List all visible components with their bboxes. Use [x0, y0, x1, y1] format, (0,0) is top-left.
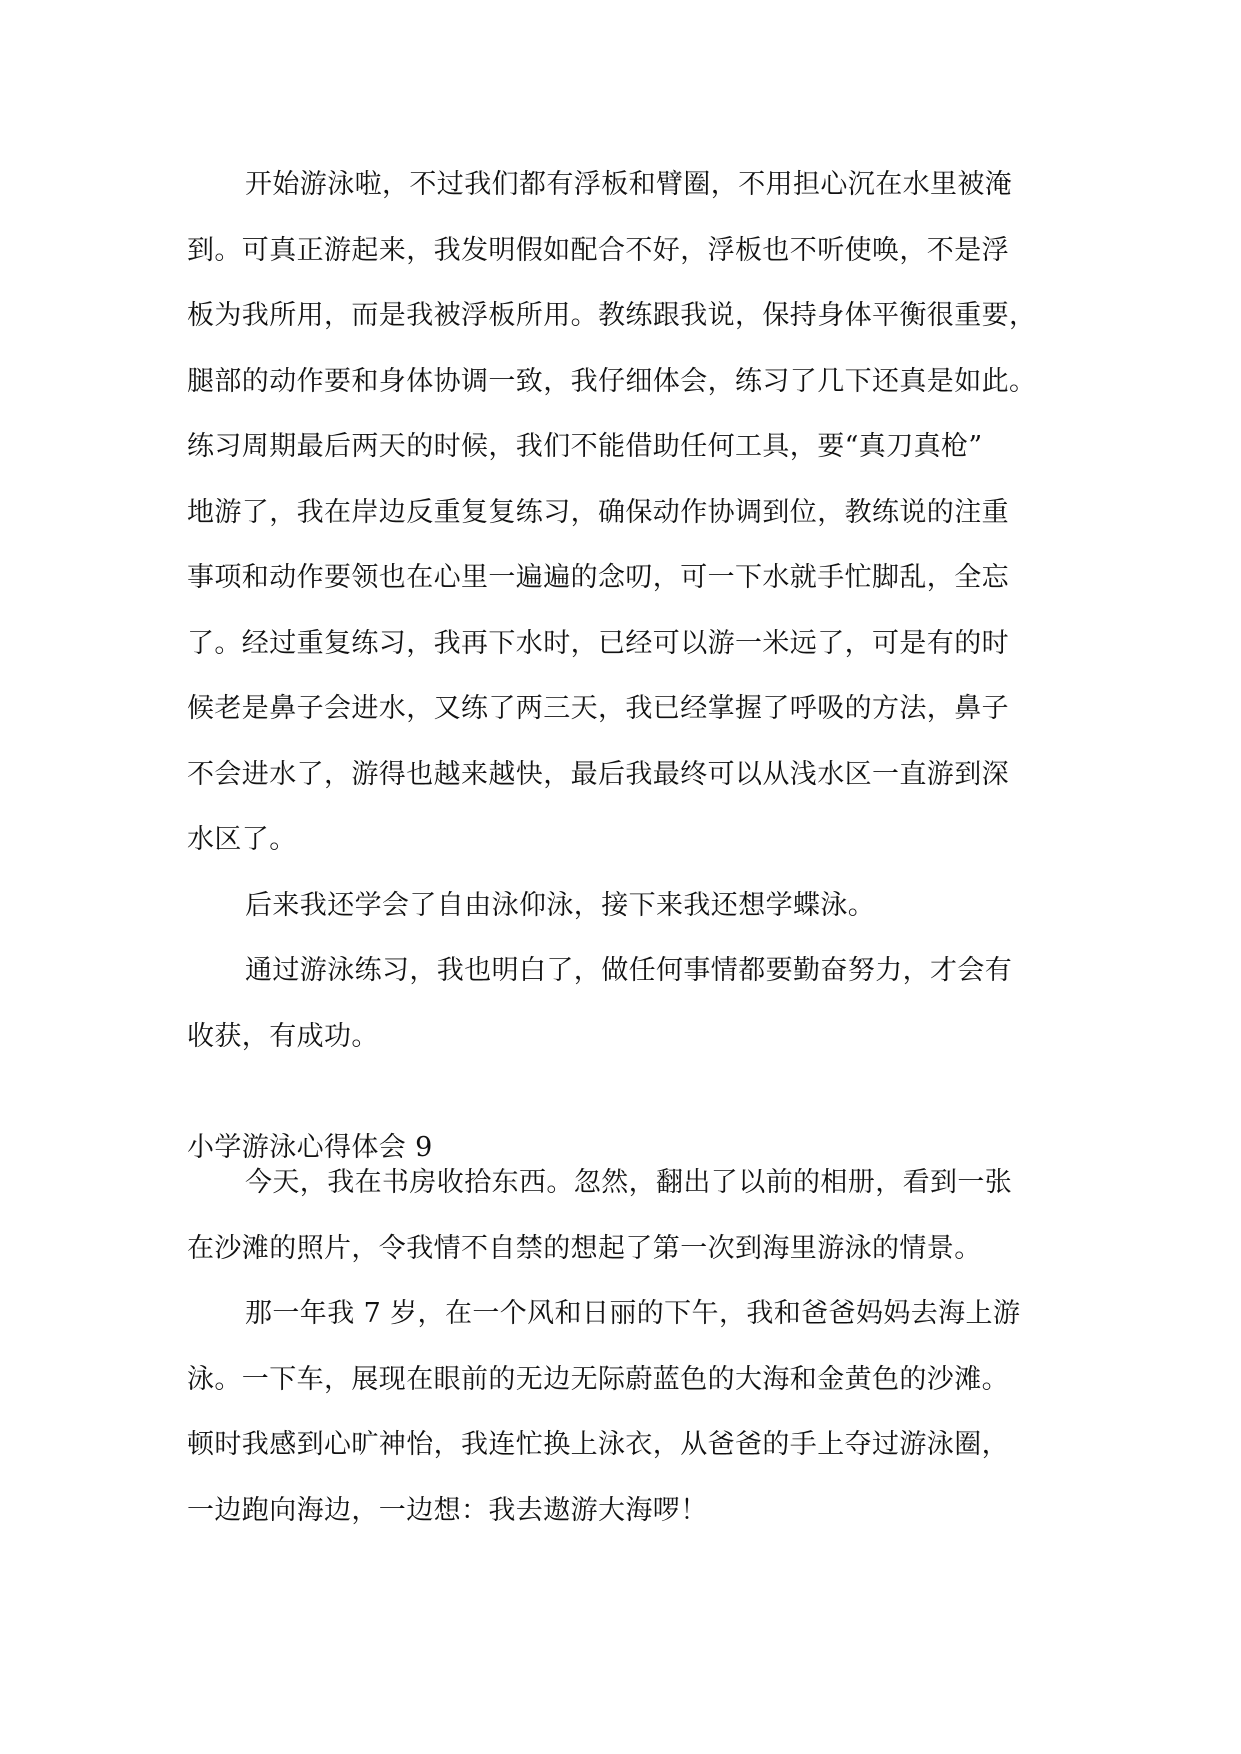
paragraph-line: 板为我所用，而是我被浮板所用。教练跟我说，保持身体平衡很重要， — [187, 300, 1037, 331]
paragraph-line: 一边跑向海边，一边想：我去遨游大海啰！ — [187, 1494, 708, 1526]
paragraph-line: 到。可真正游起来，我发明假如配合不好，浮板也不听使唤，不是浮 — [187, 234, 1009, 266]
section-heading: 小学游泳心得体会 9 — [187, 1132, 433, 1163]
paragraph-line: 后来我还学会了自由泳仰泳，接下来我还想学蝶泳。 — [245, 889, 876, 921]
paragraph-line: 练习周期最后两天的时候，我们不能借助任何工具，要“真刀真枪” — [187, 431, 983, 462]
paragraph-line: 泳。一下车，展现在眼前的无边无际蔚蓝色的大海和金黄色的沙滩。 — [187, 1363, 1009, 1395]
paragraph-line: 事项和动作要领也在心里一遍遍的念叨，可一下水就手忙脚乱，全忘 — [187, 562, 1009, 593]
paragraph-line: 水区了。 — [187, 824, 297, 855]
paragraph-line: 腿部的动作要和身体协调一致，我仔细体会，练习了几下还真是如此。 — [187, 365, 1037, 397]
paragraph-line: 通过游泳练习，我也明白了，做任何事情都要勤奋努力，才会有 — [245, 955, 1013, 986]
essay-nine-body — [187, 1150, 1057, 1543]
essay-continuation — [187, 152, 1057, 1069]
paragraph-line: 在沙滩的照片，令我情不自禁的想起了第一次到海里游泳的情景。 — [187, 1232, 982, 1264]
paragraph-line: 不会进水了，游得也越来越快，最后我最终可以从浅水区一直游到深 — [187, 758, 1009, 790]
paragraph-line: 收获，有成功。 — [187, 1020, 379, 1052]
paragraph-line: 顿时我感到心旷神怡，我连忙换上泳衣，从爸爸的手上夺过游泳圈， — [187, 1429, 1009, 1460]
paragraph-line: 今天，我在书房收拾东西。忽然，翻出了以前的相册，看到一张 — [245, 1167, 1013, 1198]
paragraph-line: 候老是鼻子会进水，又练了两三天，我已经掌握了呼吸的方法，鼻子 — [187, 693, 1009, 724]
paragraph-line: 地游了，我在岸边反重复复练习，确保动作协调到位，教练说的注重 — [187, 496, 1009, 528]
paragraph-line: 开始游泳啦，不过我们都有浮板和臂圈，不用担心沉在水里被淹 — [245, 169, 1013, 200]
paragraph-line: 那一年我 7 岁，在一个风和日丽的下午，我和爸爸妈妈去海上游 — [245, 1298, 1021, 1329]
paragraph-line: 了。经过重复练习，我再下水时，已经可以游一米远了，可是有的时 — [187, 627, 1009, 659]
